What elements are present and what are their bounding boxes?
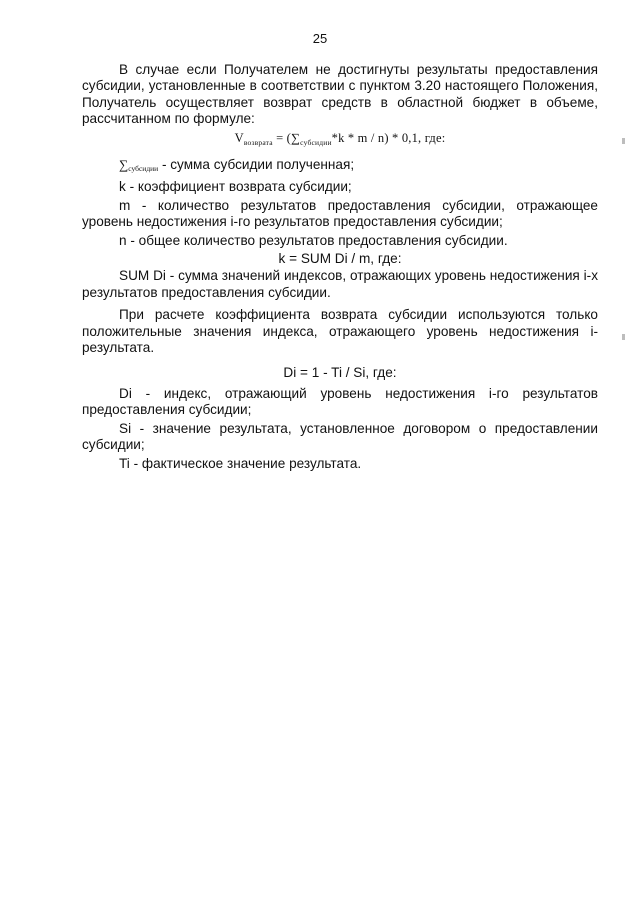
formula-tail: где: xyxy=(421,130,446,145)
formula-v-subscript: возврата xyxy=(243,137,273,147)
formula-sigma: ∑ xyxy=(291,130,301,145)
scan-edge-mark xyxy=(622,334,625,340)
definition-di: Di - индекс, отражающий уровень недостижения i-го результатов предоставления субсидии; xyxy=(82,385,598,418)
formula-k: k = SUM Di / m, где: xyxy=(278,251,402,267)
formula-di: Di = 1 - Ti / Si, где: xyxy=(283,364,397,380)
formula-rest: *k * m / n) * 0,1, xyxy=(331,130,422,145)
formula-eq-open: = ( xyxy=(272,130,292,145)
definition-sigma xyxy=(82,157,598,177)
page-number: 25 xyxy=(312,31,328,46)
intro-paragraph: В случае если Получателем не достигнуты результаты предоставления субсидии, установленные в соответствии с пунктом 3.20 настоящего Положения, Получатель осуществляет возврат средств в областной бюджет в объеме, рассчитанном по формуле: xyxy=(82,62,598,127)
definition-ti: Ti - фактическое значение результата. xyxy=(119,455,362,471)
definition-k: k - коэффициент возврата субсидии; xyxy=(119,179,352,195)
definition-n: n - общее количество результатов предоставления субсидии. xyxy=(119,232,508,248)
definition-sigma-text: - сумма субсидии полученная; xyxy=(158,157,355,173)
scan-edge-mark xyxy=(622,138,625,144)
refund-formula xyxy=(82,130,598,151)
definition-sigma-symbol: $\sum_{субсидии}$ xyxy=(119,157,159,174)
formula-sigma-subscript: субсидии xyxy=(300,137,332,147)
document-body xyxy=(82,62,598,474)
definition-sum-di: SUM Di - сумма значений индексов, отражающих уровень недостижения i-х результатов предоставления субсидии. xyxy=(82,268,598,300)
paragraph-calculation: При расчете коэффициента возврата субсидии используются только положительные значения индекса, отражающего уровень недостижения i-результата. xyxy=(82,307,598,356)
definition-si: Si - значение результата, установленное договором о предоставлении субсидии; xyxy=(82,420,598,453)
definition-m: m - количество результатов предоставления субсидии, отражающее уровень недостижения i-го результатов предоставления субсидии; xyxy=(82,197,598,230)
formula-v-symbol: V xyxy=(234,130,244,145)
